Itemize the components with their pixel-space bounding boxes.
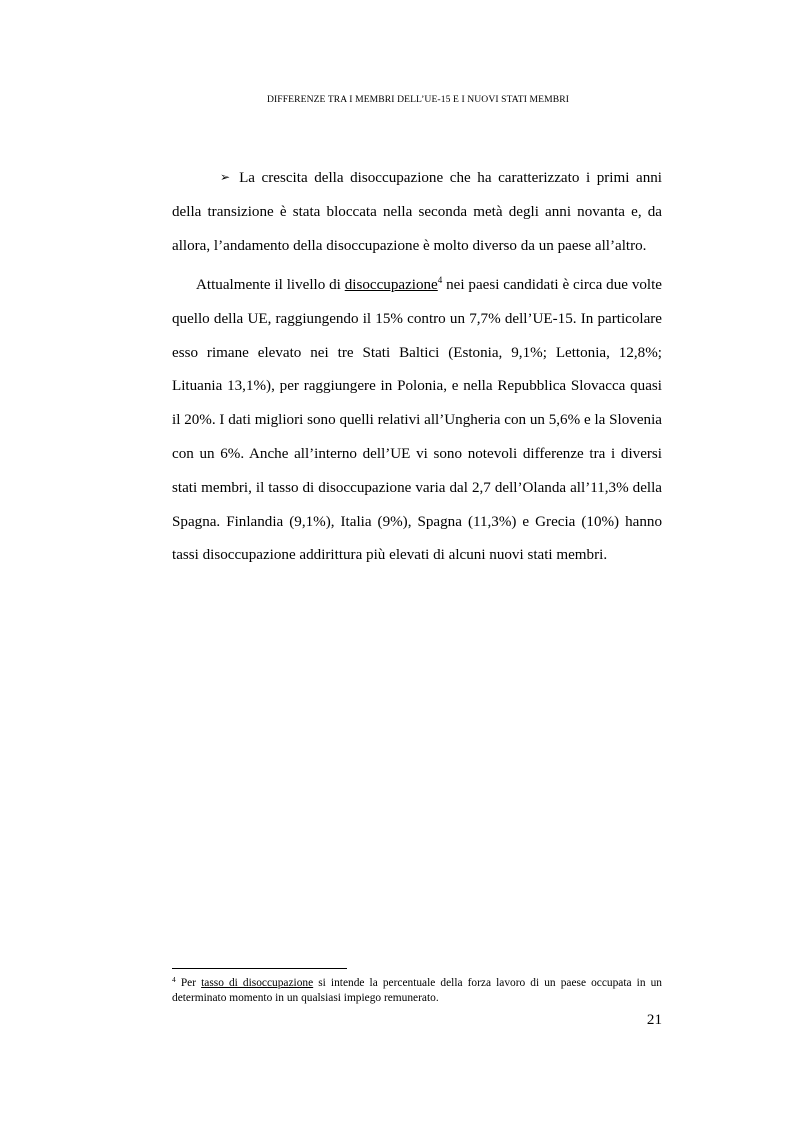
footnote-number: 4 xyxy=(172,975,176,984)
glossary-term-disoccupazione: disoccupazione xyxy=(344,277,438,293)
bullet-text: La crescita della disoccupazione che ha caratterizzato i primi anni della transizione è stata bloccata nella seconda metà degli anni novanta e, da allora, l’andamento della disoccupazione è molto diverso da un paese all’altro. xyxy=(172,170,662,254)
running-header: DIFFERENZE TRA I MEMBRI DELL’UE-15 E I NUOVI STATI MEMBRI xyxy=(266,94,570,105)
bullet-paragraph xyxy=(172,161,662,263)
paragraph-body: nei paesi candidati è circa due volte quello della UE, raggiungendo il 15% contro un 7,7% dell’UE-15. In particolare esso rimane elevato nei tre Stati Baltici (Estonia, 9,1%; Lettonia, 12,8%; Lituania 13,1%), per raggiungere in Polonia, e nella Repubblica Slovacca quasi il 20%. I dati migliori sono quelli relativi all’Ungheria con un 5,6% e la Slovenia con un 6%. Anche all’interno dell’UE vi sono notevoli differenze tra i diversi stati membri, il tasso di disoccupazione varia dal 2,7 dell’Olanda all’11,3% della Spagna. Finlandia (9,1%), Italia (9%), Spagna (11,3%) e Grecia (10%) hanno tassi disoccupazione addirittura più elevati di alcuni nuovi stati membri. xyxy=(172,277,662,564)
footnote-divider xyxy=(172,968,347,969)
footnote xyxy=(172,976,662,1006)
main-paragraph xyxy=(172,269,662,573)
footnote-prefix: Per xyxy=(180,977,197,989)
paragraph-lead: Attualmente il livello di xyxy=(196,277,341,293)
footnote-term: tasso di disoccupazione xyxy=(201,977,314,989)
page-number: 21 xyxy=(646,1012,662,1028)
footnote-reference: 4 xyxy=(437,275,443,285)
footnote-text: si intende la percentuale della forza lavoro di un paese occupata in un determinato momento in un qualsiasi impiego remunerato. xyxy=(172,977,662,1004)
arrow-bullet-icon: ➢ xyxy=(220,170,231,184)
